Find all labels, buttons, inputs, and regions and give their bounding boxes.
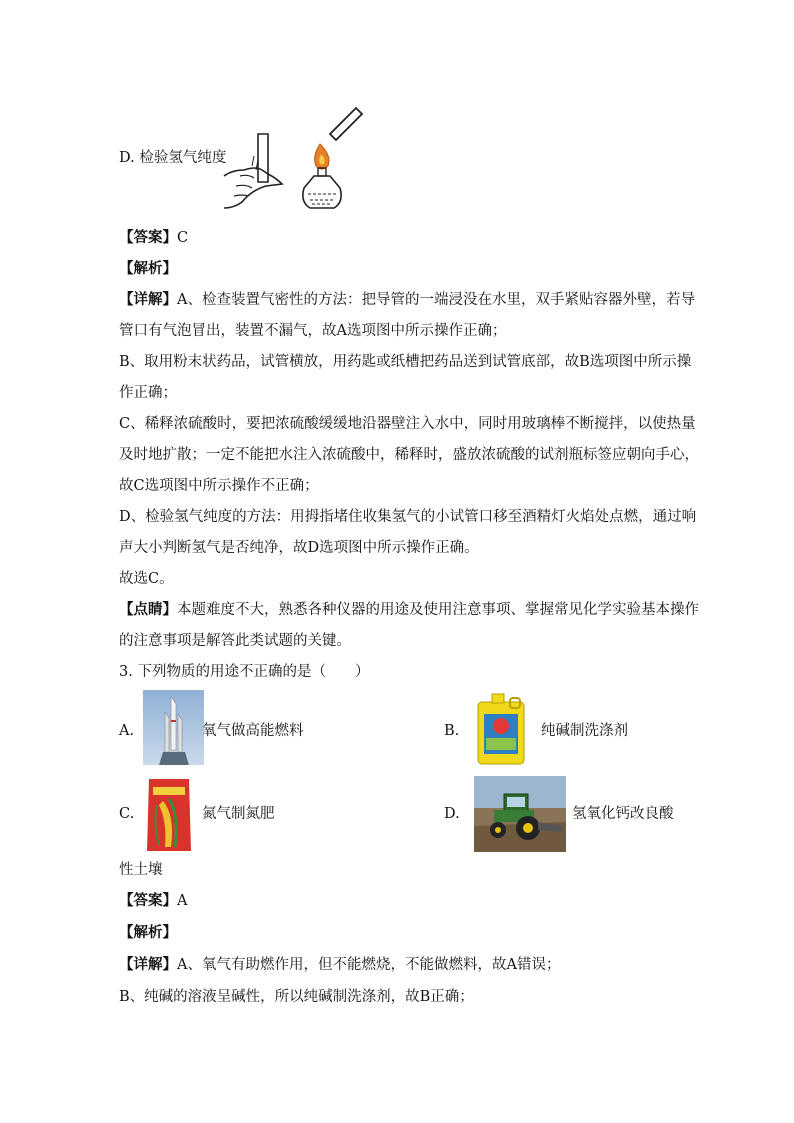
q3-option-d-text-cont: 性土壤 (119, 862, 163, 878)
q3-option-c-text: 氮气制氮肥 (202, 806, 275, 822)
q3-option-b-text: 纯碱制洗涤剂 (541, 723, 628, 739)
detail-1-tag: 【详解】 (119, 291, 177, 308)
detail-1-line-5: C、稀释浓硫酸时，要把浓硫酸缓缓地沿器壁注入水中，同时用玻璃棒不断搅拌，以使热量 (119, 416, 696, 432)
detail-1-text-1: A、检查装置气密性的方法：把导管的一端浸没在水里，双手紧贴容器外壁，若导 (177, 292, 695, 308)
detail-1-line-9: 声大小判断氢气是否纯净，故D选项图中所示操作正确。 (119, 540, 479, 556)
analysis-1-tag: 【解析】 (119, 260, 177, 277)
answer-2-value: A (177, 893, 188, 909)
detail-1-line-2: 管口有气泡冒出，装置不漏气，故A选项图中所示操作正确； (119, 323, 507, 339)
answer-1-tag: 【答案】 (119, 229, 177, 246)
comment-1-line-1 (119, 600, 699, 620)
q2-option-d (119, 148, 226, 168)
comment-1-line-2: 的注意事项是解答此类试题的关键。 (119, 633, 351, 649)
answer-2-tag: 【答案】 (119, 892, 177, 909)
q2-option-d-letter: D. (119, 150, 135, 166)
q3-option-d-text: 氢氧化钙改良酸 (572, 806, 674, 822)
detail-1-line-7: 故C选项图中所示操作不正确； (119, 478, 319, 494)
detail-1-line-3: B、取用粉末状药品，试管横放，用药匙或纸槽把药品送到试管底部，故B选项图中所示操 (119, 354, 692, 370)
q3-option-a-letter: A. (119, 723, 135, 739)
fertilizer-bag-image (145, 775, 193, 853)
q3-option-d-letter: D. (444, 806, 460, 822)
hydrogen-purity-test-image (222, 104, 372, 214)
detail-1-conclusion: 故选C。 (119, 571, 174, 587)
analysis-2 (119, 923, 177, 943)
detail-2-line-2: B、纯碱的溶液呈碱性，所以纯碱制洗涤剂，故B正确； (119, 989, 474, 1005)
answer-1-value: C (177, 230, 189, 246)
detail-1-line-6: 及时地扩散；一定不能把水注入浓硫酸中，稀释时，盛放浓硫酸的试剂瓶标签应朝向手心， (119, 447, 699, 463)
answer-2 (119, 891, 187, 911)
q3-option-c-letter: C. (119, 806, 135, 822)
detail-1-line-4: 作正确； (119, 385, 177, 401)
comment-1-text-1: 本题难度不大，熟悉各种仪器的用途及使用注意事项、掌握常见化学实验基本操作 (177, 602, 699, 618)
q3-option-a-text: 氧气做高能燃料 (202, 723, 304, 739)
q3-option-b-letter: B. (444, 723, 460, 739)
answer-1 (119, 228, 188, 248)
detail-2-text-1: A、氧气有助燃作用，但不能燃烧，不能做燃料，故A错误； (177, 957, 561, 973)
analysis-2-tag: 【解析】 (119, 924, 177, 941)
detail-1-line-8: D、检验氢气纯度的方法：用拇指堵住收集氢气的小试管口移至酒精灯火焰处点燃，通过响 (119, 509, 697, 525)
detail-1-line-1 (119, 290, 695, 310)
q2-option-d-text: 检验氢气纯度 (139, 150, 227, 166)
question-3-stem: 3. 下列物质的用途不正确的是（ ） (119, 664, 370, 680)
detail-2-line-1 (119, 955, 560, 975)
tractor-image (474, 776, 566, 852)
detergent-jug-image (474, 692, 529, 767)
rocket-image (143, 690, 204, 765)
analysis-1 (119, 259, 177, 279)
comment-1-tag: 【点睛】 (119, 601, 177, 618)
detail-2-tag: 【详解】 (119, 956, 177, 973)
